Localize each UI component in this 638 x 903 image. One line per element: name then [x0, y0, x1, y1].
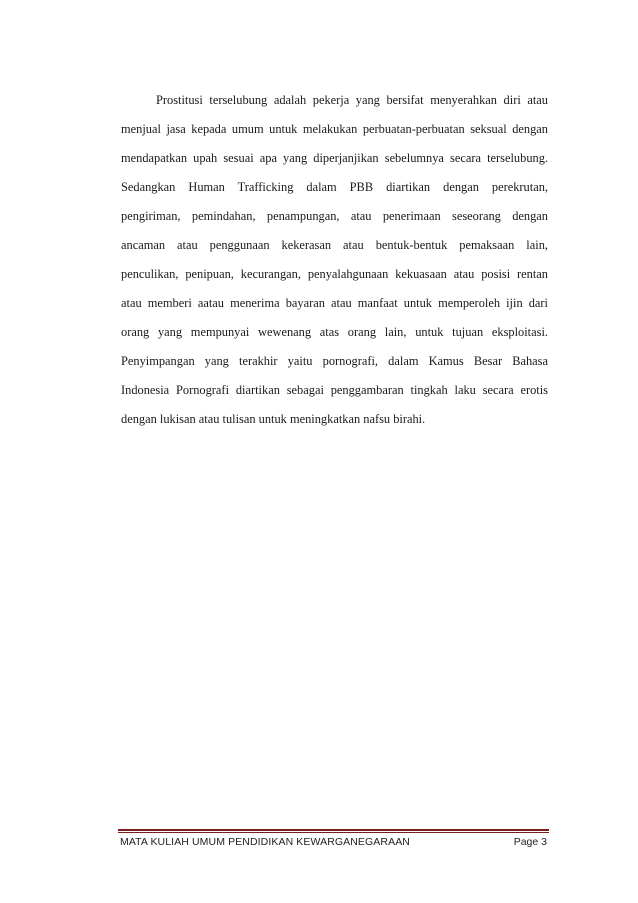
paragraph-line: Prostitusi terselubung adalah pekerja yang bersifat menyerahkan diri atau — [156, 93, 548, 107]
paragraph-line: orang yang mempunyai wewenang atas orang lain, untuk tujuan eksploitasi. — [121, 325, 548, 339]
paragraph-line: Indonesia Pornografi diartikan sebagai penggambaran tingkah laku secara erotis — [121, 383, 548, 397]
footer-course-title: MATA KULIAH UMUM PENDIDIKAN KEWARGANEGARAAN — [120, 836, 410, 848]
body-paragraph — [121, 86, 548, 434]
paragraph-line: penculikan, penipuan, kecurangan, penyalahgunaan kekuasaan atau posisi rentan — [121, 267, 548, 281]
paragraph-line: menjual jasa kepada umum untuk melakukan perbuatan-perbuatan seksual dengan — [121, 122, 548, 136]
footer-divider — [118, 829, 549, 833]
page-footer — [120, 836, 547, 852]
footer-page-number: Page 3 — [513, 836, 547, 848]
paragraph-line: ancaman atau penggunaan kekerasan atau bentuk-bentuk pemaksaan lain, — [121, 238, 548, 252]
paragraph-line: pengiriman, pemindahan, penampungan, atau penerimaan seseorang dengan — [121, 209, 548, 223]
paragraph-line: mendapatkan upah sesuai apa yang diperjanjikan sebelumnya secara terselubung. — [121, 151, 548, 165]
paragraph-line: Penyimpangan yang terakhir yaitu pornografi, dalam Kamus Besar Bahasa — [121, 354, 548, 368]
paragraph-line: dengan lukisan atau tulisan untuk meningkatkan nafsu birahi. — [121, 412, 426, 426]
paragraph-line: atau memberi aatau menerima bayaran atau manfaat untuk memperoleh ijin dari — [121, 296, 548, 310]
paragraph-line: Sedangkan Human Trafficking dalam PBB diartikan dengan perekrutan, — [121, 180, 548, 194]
